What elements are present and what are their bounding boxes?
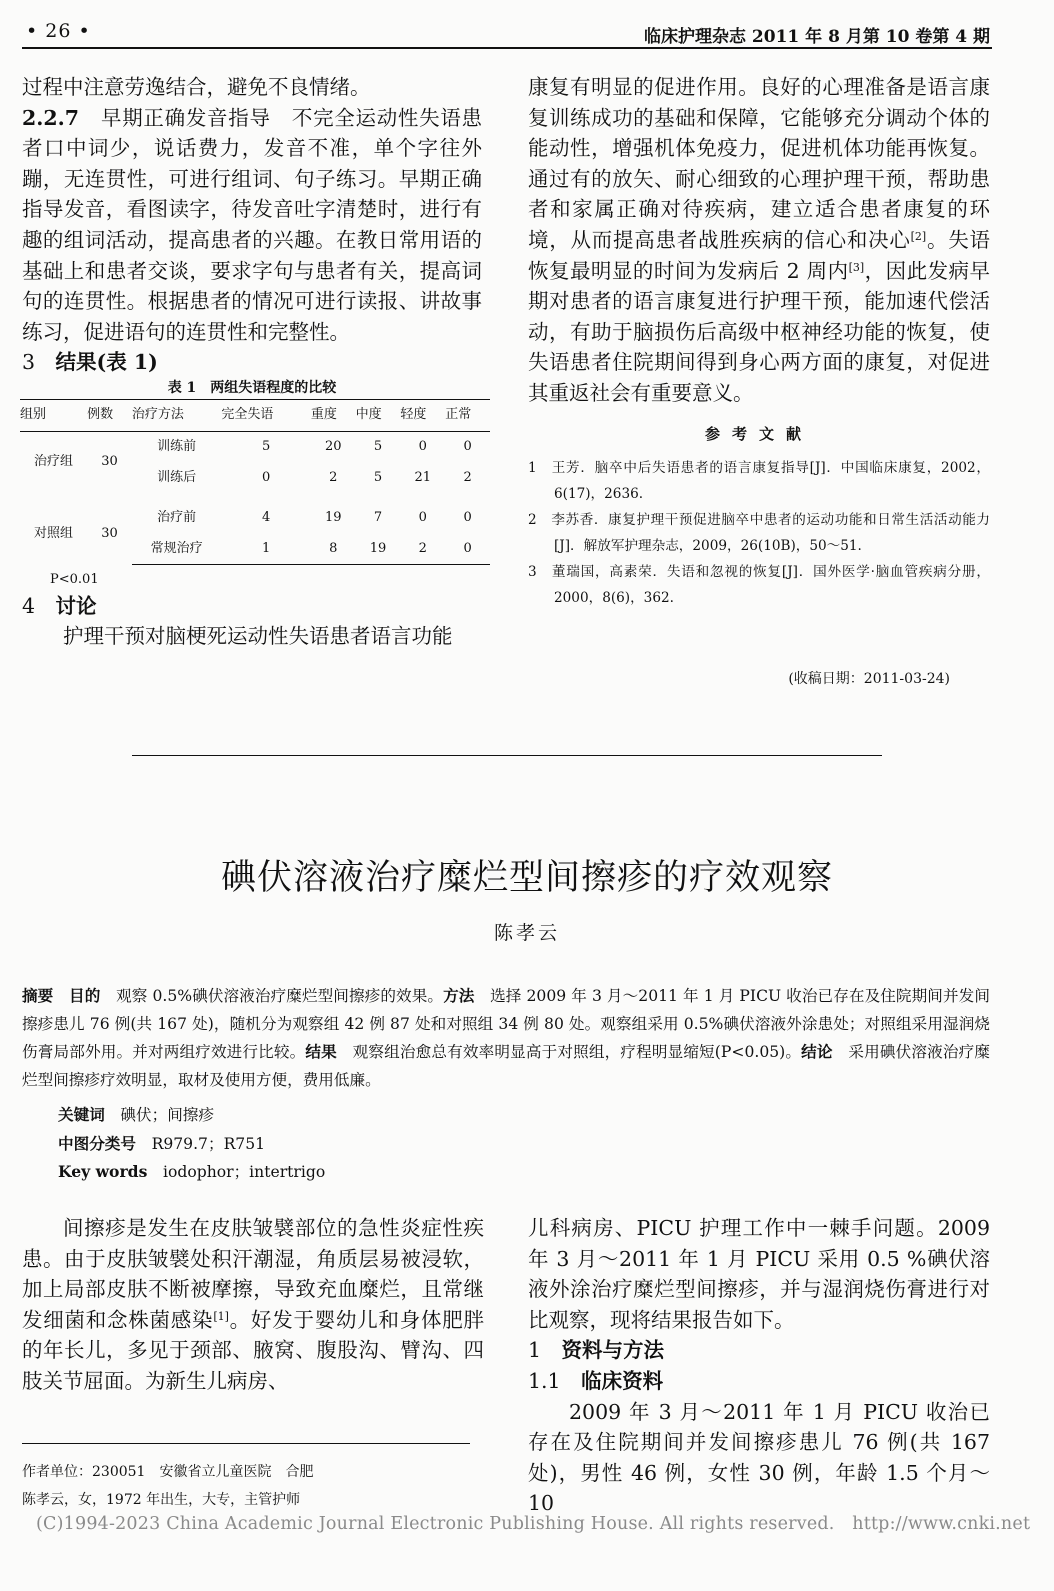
- article-divider: [132, 755, 882, 756]
- section-1-1-heading: [528, 1366, 990, 1397]
- section-title: 结果(表 1): [55, 350, 158, 375]
- references-heading: 参考文献: [704, 424, 813, 443]
- section-number: 2.2.7: [22, 105, 80, 130]
- journal-header: 临床护理杂志 2011 年 8 月第 10 卷第 4 期: [644, 27, 990, 47]
- table-cell-method: 训练前: [157, 438, 197, 454]
- conclusion-label: 结论: [801, 1042, 833, 1061]
- paragraph-text: 。失语恢复最明显的时间为发病后 2 周内: [528, 227, 991, 283]
- table-cell-group: 治疗组: [34, 454, 74, 470]
- table-cell: 0: [262, 469, 271, 485]
- table-cell: 2: [463, 469, 472, 485]
- abstract-label: 摘要: [22, 986, 54, 1005]
- citation: [2]: [910, 229, 927, 243]
- conclusion-text: 采用碘伏溶液治疗糜烂型间擦疹疗效明显，取材及使用方便，费用低廉。: [22, 1043, 990, 1089]
- table-cell: 2: [329, 469, 338, 485]
- table-header: 轻度: [400, 400, 445, 432]
- result-label: 结果: [305, 1042, 337, 1061]
- table-cell: 0: [418, 510, 427, 526]
- clc-text: R979.7；R751: [151, 1134, 266, 1153]
- table-header: 中度: [356, 400, 401, 432]
- article-title: 碘伏溶液治疗糜烂型间擦疹的疗效观察: [220, 858, 833, 898]
- table-cell-n: 30: [101, 525, 118, 541]
- table-header: 例数: [87, 400, 132, 432]
- section-title: 早期正确发音指导: [101, 105, 271, 130]
- copyright-watermark: (C)1994-2023 China Academic Journal Electronic Publishing House. All rights reserved. http://www.cnki.net: [36, 1514, 1031, 1534]
- results-table: [20, 399, 490, 565]
- table-cell-n: 30: [101, 454, 118, 470]
- paragraph: 2009 年 3 月～2011 年 1 月 PICU 收治已存在及住院期间并发间擦疹患儿 76 例(共 167 处)，男性 46 例，女性 30 例，年龄 1.5 个月～10: [528, 1399, 990, 1516]
- section-number: 1.1: [528, 1368, 561, 1393]
- footnote-affiliation: 作者单位：230051 安徽省立儿童医院 合肥: [22, 1464, 314, 1480]
- table-row: [20, 493, 490, 534]
- table-cell-method: 训练后: [157, 469, 197, 485]
- page-number: • 26 •: [26, 20, 91, 42]
- table-note: P<0.01: [50, 572, 99, 588]
- citation: [3]: [848, 260, 865, 274]
- section-title: 讨论: [55, 594, 97, 619]
- purpose-label: 目的: [69, 986, 101, 1005]
- table-header: 重度: [311, 400, 356, 432]
- table-cell: 1: [221, 534, 311, 565]
- table-cell-method: 治疗前: [157, 510, 197, 526]
- table-cell: 19: [325, 510, 342, 526]
- keywords-row: [58, 1101, 325, 1130]
- section-2-2-7: [22, 103, 482, 348]
- paragraph: 过程中注意劳逸结合，避免不良情绪。: [22, 75, 371, 99]
- table-header: 组别: [20, 400, 87, 432]
- clc-label: 中图分类号: [58, 1133, 136, 1153]
- table-cell: 0: [463, 510, 472, 526]
- clc-row: [58, 1130, 325, 1159]
- table-cell: 5: [262, 438, 271, 454]
- section-number: 1: [528, 1338, 542, 1363]
- table-cell: 7: [373, 510, 383, 526]
- footnote-rule: [22, 1443, 470, 1444]
- paragraph: [528, 72, 990, 409]
- table-caption: 表 1 两组失语程度的比较: [167, 380, 337, 397]
- section-3-heading: [22, 347, 482, 377]
- reference-item: 3 董瑞国，高素荣．失语和忽视的恢复[J]．国外医学·脑血管疾病分册，2000，8(6)，362.: [528, 563, 990, 606]
- en-keywords-text: iodophor；intertrigo: [162, 1163, 326, 1181]
- section-title: 资料与方法: [561, 1338, 665, 1363]
- table-cell: 5: [373, 438, 383, 454]
- article1-right-column: [528, 72, 990, 611]
- section-text: 不完全运动性失语患者口中词少，说话费力，发音不准，单个字往外蹦，无连贯性，可进行组词、句子练习。早期正确指导发音，看图读字，待发音吐字清楚时，进行有趣的组词活动，提高患者的兴趣。在教日常用语的基础上和患者交谈，要求字句与患者有关，提高词句的连贯性。根据患者的情况可进行读报、讲故事练习，促进语句的连贯性和完整性。: [22, 105, 483, 344]
- section-number: 4: [22, 594, 36, 619]
- table-cell: 21: [414, 469, 432, 485]
- reference-item: 1 王芳．脑卒中后失语患者的语言康复指导[J]．中国临床康复，2002，6(17)，2636.: [528, 459, 990, 502]
- table-cell: 4: [262, 510, 271, 526]
- paragraph-text: 。好发于婴幼儿和身体肥胖的年长儿，多见于颈部、腋窝、腹股沟、臂沟、四肢关节屈面。为新生儿病房、: [22, 1307, 485, 1393]
- section-title: 临床资料: [581, 1368, 664, 1393]
- reference-item: 2 李苏香．康复护理干预促进脑卒中患者的运动功能和日常生活活动能力[J]．解放军护理杂志，2009，26(10B)，50～51.: [528, 511, 990, 554]
- table-cell: 0: [445, 534, 490, 565]
- article-author: 陈孝云: [493, 922, 560, 944]
- table-header: 完全失语: [221, 400, 311, 432]
- en-keywords-label: Key words: [58, 1162, 148, 1181]
- result-text: 观察组治愈总有效率明显高于对照组，疗程明显缩短(P<0.05)。: [352, 1043, 802, 1061]
- paragraph-text: 间擦疹是发生在皮肤皱襞部位的急性炎症性疾患。由于皮肤皱襞处积汗潮湿，角质层易被浸软，加上局部皮肤不断被摩擦，导致充血糜烂，且常继发细菌和念株菌感染: [22, 1216, 484, 1332]
- table-cell: 0: [418, 438, 427, 454]
- table-cell: 5: [373, 469, 383, 485]
- section-number: 3: [22, 350, 36, 375]
- table-header: 治疗方法: [132, 400, 222, 432]
- method-text: 选择 2009 年 3 月～2011 年 1 月 PICU 收治已存在及住院期间并发间擦疹患儿 76 例(共 167 处)，随机分为观察组 42 例 87 处和对照组 34 例 80 处。观察组采用 0.5%碘伏溶液外涂患处；对照组采用湿润烧伤膏局部外用。并对两组疗效进行比较。: [22, 987, 990, 1061]
- table-header-row: [20, 400, 490, 432]
- table-header: 正常: [445, 400, 490, 432]
- paragraph-text: ，因此发病早期对患者的语言康复进行护理干预，能加速代偿活动，有助于脑损伤后高级中枢神经功能的恢复，使失语患者住院期间得到身心两方面的康复，对促进其重返社会有重要意义。: [528, 258, 991, 405]
- table-cell-group: 对照组: [34, 525, 74, 541]
- table-cell: 2: [400, 534, 445, 565]
- table-cell: 20: [325, 438, 342, 454]
- article2-right-column: [528, 1213, 990, 1519]
- author-footnote: [22, 1458, 492, 1514]
- article2-left-column: [22, 1213, 484, 1397]
- article1-left-column: [22, 72, 482, 652]
- en-keywords-row: [58, 1158, 325, 1187]
- table-row: [20, 431, 490, 462]
- paragraph: [22, 1213, 484, 1397]
- header-rule: [22, 47, 992, 49]
- received-date: (收稿日期：2011-03-24): [788, 671, 950, 687]
- method-label: 方法: [443, 986, 475, 1005]
- citation: [1]: [213, 1309, 229, 1323]
- footnote-author-info: 陈孝云，女，1972 年出生，大专，主管护师: [22, 1492, 301, 1508]
- abstract: [22, 982, 990, 1094]
- keywords-text: 碘伏；间擦疹: [120, 1106, 214, 1124]
- section-1-heading: [528, 1335, 990, 1366]
- paragraph-text: 康复有明显的促进作用。良好的心理准备是语言康复训练成功的基础和保障，它能够充分调动个体的能动性，增强机体免疫力，促进机体功能再恢复。通过有的放矢、耐心细致的心理护理干预，帮助患者和家属正确对待疾病，建立适合患者康复的环境，从而提高患者战胜疾病的信心和决心: [528, 75, 990, 252]
- paragraph: 儿科病房、PICU 护理工作中一棘手问题。2009 年 3 月～2011 年 1 月 PICU 采用 0.5 %碘伏溶液外涂治疗糜烂型间擦疹，并与湿润烧伤膏进行对比观察，现将结果报告如下。: [528, 1216, 990, 1332]
- table-cell: 0: [463, 438, 472, 454]
- table-cell: 8: [311, 534, 356, 565]
- paragraph: 护理干预对脑梗死运动性失语患者语言功能: [63, 624, 453, 649]
- section-4-heading: [22, 591, 482, 621]
- keywords-label: 关键词: [58, 1105, 105, 1124]
- keywords-block: [58, 1101, 325, 1187]
- purpose-text: 观察 0.5%碘伏溶液治疗糜烂型间擦疹的效果。: [116, 987, 444, 1005]
- table-cell: 19: [356, 534, 401, 565]
- table-cell-method: 常规治疗: [132, 534, 222, 565]
